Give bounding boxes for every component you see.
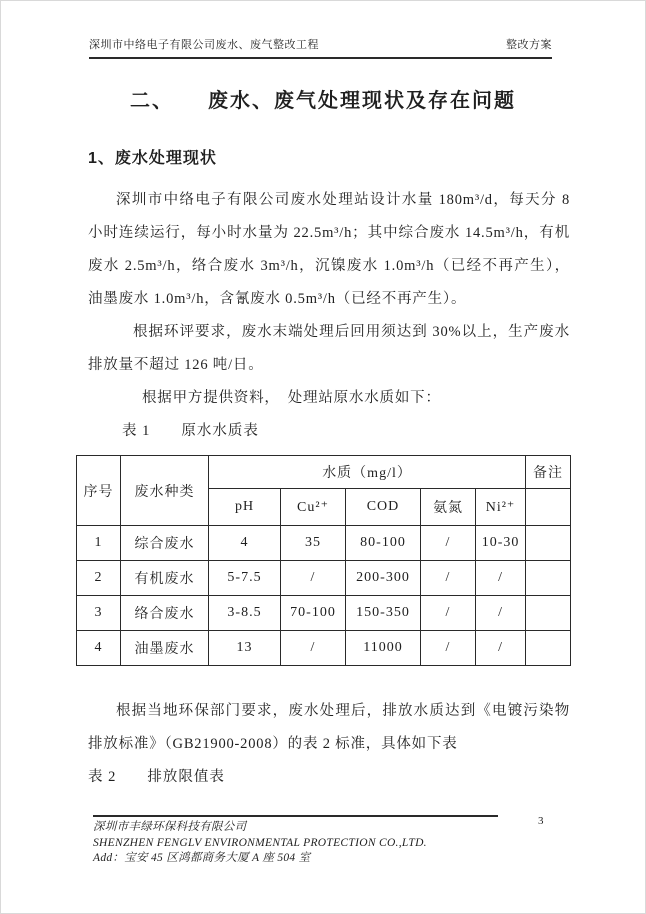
cell-remark (526, 631, 571, 666)
cell-type: 油墨废水 (121, 631, 209, 666)
cell-seq: 4 (77, 631, 121, 666)
cell-ni: / (476, 631, 526, 666)
cell-ph: 4 (209, 526, 281, 561)
page-number: 3 (538, 815, 544, 827)
page-header (89, 36, 552, 59)
cell-cod: 150-350 (346, 596, 421, 631)
col-header-cod: COD (346, 489, 421, 526)
footer-company-en: SHENZHEN FENGLV ENVIRONMENTAL PROTECTION CO.,LTD. (93, 836, 427, 849)
cell-ph: 5-7.5 (209, 561, 281, 596)
section-heading: 1、废水处理现状 (88, 150, 217, 167)
col-header-quality: 水质（mg/l） (209, 456, 526, 489)
cell-type: 有机废水 (121, 561, 209, 596)
cell-cod: 80-100 (346, 526, 421, 561)
cell-type: 络合废水 (121, 596, 209, 631)
cell-ph: 13 (209, 631, 281, 666)
cell-cu: 35 (281, 526, 346, 561)
cell-ni: / (476, 561, 526, 596)
cell-seq: 3 (77, 596, 121, 631)
footer-address: Add：宝安 45 区鸿都商务大厦 A 座 504 室 (93, 852, 311, 864)
table-row (77, 631, 571, 666)
page-footer (93, 820, 563, 867)
cell-cu: / (281, 631, 346, 666)
cell-ni: 10-30 (476, 526, 526, 561)
col-header-remark: 备注 (526, 456, 571, 489)
cell-nh3n: / (421, 596, 476, 631)
table-row (77, 596, 571, 631)
cell-nh3n: / (421, 526, 476, 561)
table-row (77, 526, 571, 561)
table-header-row-1 (77, 456, 571, 489)
footer-company-cn: 深圳市丰绿环保科技有限公司 (93, 821, 247, 833)
cell-remark (526, 526, 571, 561)
cell-cu: / (281, 561, 346, 596)
cell-remark (526, 596, 571, 631)
paragraph-eia-requirement: 根据环评要求，废水末端处理后回用须达到 30%以上，生产废水排放量不超过 126 吨/日。 (88, 324, 570, 373)
col-header-ni: Ni²⁺ (476, 489, 526, 526)
document-title: 二、 废水、废气处理现状及存在问题 (130, 90, 516, 112)
table2-caption: 表 2 排放限值表 (88, 769, 225, 785)
cell-seq: 2 (77, 561, 121, 596)
raw-water-quality-table (76, 455, 571, 666)
cell-type: 综合废水 (121, 526, 209, 561)
cell-remark (526, 561, 571, 596)
body-text (88, 184, 570, 448)
col-header-nh3n: 氨氮 (421, 489, 476, 526)
col-header-type: 废水种类 (121, 456, 209, 526)
header-right-label: 整改方案 (506, 39, 552, 51)
paragraph-discharge-standard: 根据当地环保部门要求，废水处理后，排放水质达到《电镀污染物排放标准》（GB21900-2008）的表 2 标准，具体如下表 (88, 703, 570, 752)
col-header-ph: pH (209, 489, 281, 526)
table-row (77, 561, 571, 596)
col-header-cu: Cu²⁺ (281, 489, 346, 526)
cell-cod: 11000 (346, 631, 421, 666)
cell-ni: / (476, 596, 526, 631)
footer-divider (93, 815, 498, 817)
paragraph-raw-water-intro: 根据甲方提供资料， 处理站原水水质如下： (142, 390, 441, 406)
cell-cu: 70-100 (281, 596, 346, 631)
body-text-after-table (88, 695, 570, 794)
cell-seq: 1 (77, 526, 121, 561)
cell-cod: 200-300 (346, 561, 421, 596)
col-header-remark-sub (526, 489, 571, 526)
table1-caption: 表 1 原水水质表 (122, 423, 259, 439)
paragraph-design-flow: 深圳市中络电子有限公司废水处理站设计水量 180m³/d，每天分 8 小时连续运行，每小时水量为 22.5m³/h；其中综合废水 14.5m³/h，有机废水 2.5m³/h，络合废水 3m³/h，沉镍废水 1.0m³/h（已经不再产生），油墨废水 1.0m³/h，含氰废水 0.5m³/h（已经不再产生）。 (88, 192, 570, 307)
cell-ph: 3-8.5 (209, 596, 281, 631)
cell-nh3n: / (421, 561, 476, 596)
col-header-seq: 序号 (77, 456, 121, 526)
header-left-title: 深圳市中络电子有限公司废水、废气整改工程 (89, 39, 319, 51)
cell-nh3n: / (421, 631, 476, 666)
